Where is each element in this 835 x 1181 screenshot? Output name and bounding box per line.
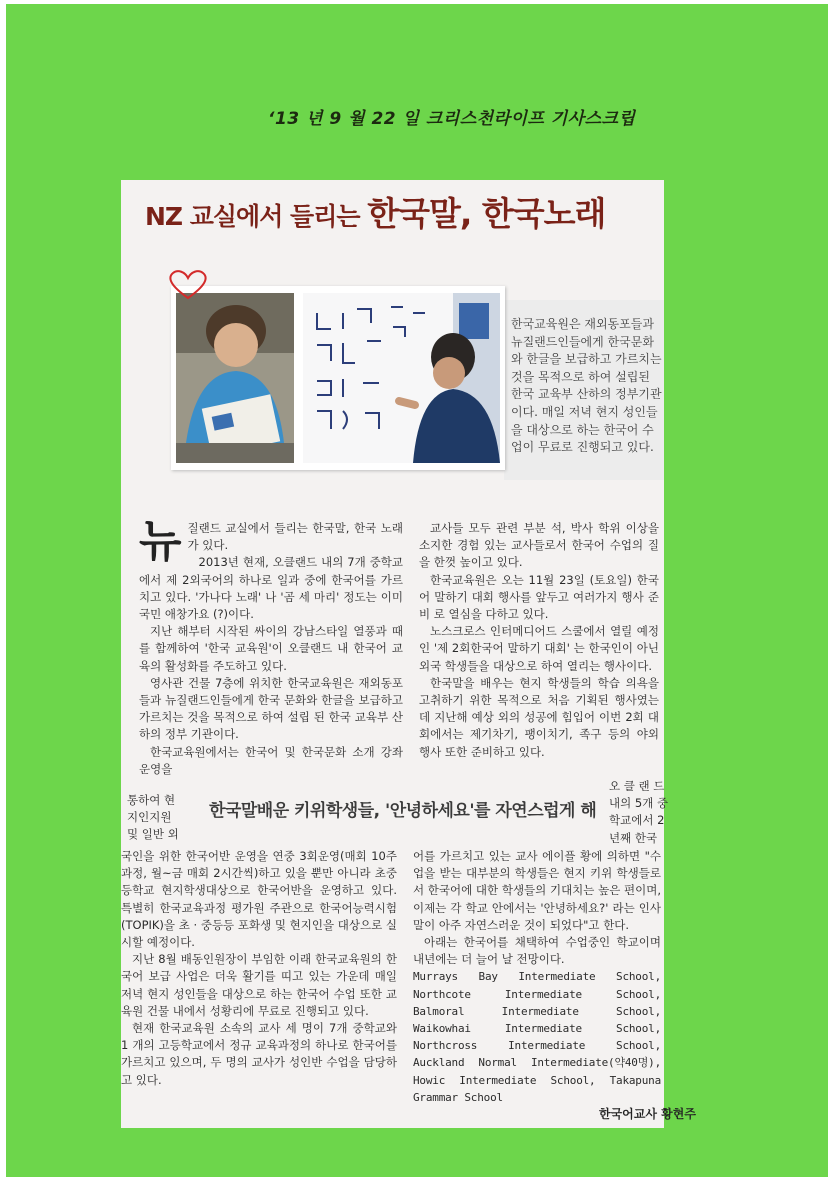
paragraph: 국인을 위한 한국어반 운영을 연중 3회운영(매회 10주과정, 월~금 매회 2시간씩)하고 있을 뿐만 아니라 초중등학교 현지학생대상으로 한국어반을 운영하고 있다. 특별히 한국교육과정 평가원 주관으로 한국어능력시험(TOPIK)을 초 · 중등등 포화생 및 현지인을 대상으로 실시할 예정이다. (121, 849, 397, 950)
right-column-lower (413, 848, 661, 1106)
wrap-line: 지인지원 (127, 810, 172, 825)
page-header: ‘13 년 9 월 22 일 크리스천라이프 기사스크립 (268, 109, 636, 129)
paragraph: 한국말을 배우는 현지 학생들의 학습 의욕을 고취하기 위한 목적으로 처음 기획된 행사였는데 지난해 예상 외의 성공에 힘입어 이번 2회 대회에서는 제기차기, 팽이치기, 족구 등의 야외 행사 또한 준비하고 있다. (419, 675, 659, 759)
article-title-big: 한국말, 한국노래 (367, 194, 606, 233)
article-byline: 한국어교사 황현주 (599, 1107, 696, 1121)
wrap-line: 학교에서 2 (609, 813, 665, 828)
paragraph: 노스크로스 인터메디어드 스쿨에서 열릴 예정인 '제 2회한국어 말하기 대회' 는 한국인이 아닌 외국 학생들을 대상으로 하여 열리는 행사이다. (419, 624, 659, 673)
paragraph: 지난 해부터 시작된 싸이의 강남스타일 열풍과 때를 함께하여 '한국 교육원'이 오클랜드 내 한국어 교육의 활성화를 주도하고 있다. (139, 624, 403, 673)
photo-student-reading (176, 293, 294, 463)
paragraph: 한국교육원에서는 한국어 및 한국문화 소개 강좌 운영을 (139, 744, 403, 776)
left-column-lower (121, 848, 397, 1089)
paragraph: 어를 가르치고 있는 교사 에이플 황에 의하면 "수업을 받는 대부분의 학생들은 현지 키위 학생들로서 한국어에 대한 학생들의 기대치는 높은 편이며, 이제는 각 학교 안에서는 '안녕하세요?' 라는 인사말이 아주 자연스러운 것이 되었다"고 한다. (413, 849, 661, 932)
photo-caption: 한국교육원은 재외동포들과 뉴질랜드인들에게 한국문화와 한글을 보급하고 가르치는 것을 목적으로 하여 설립된 한국 교육부 산하의 정부기관이다. 매일 저녁 현지 성인들을 대상으로 하는 한국어 수업이 무료로 진행되고 있다. (511, 317, 662, 455)
wrap-line: 오 클 랜 드 (609, 779, 665, 793)
right-column (419, 520, 659, 761)
wrap-line: 년째 한국 (609, 830, 658, 845)
right-wrap-column (609, 778, 669, 847)
article-subheading: 한국말배운 키위학생들, '안녕하세요'를 자연스럽게 해 (209, 801, 597, 821)
intro-paragraph: 뉴질랜드 교실에서 들리는 한국말, 한국 노래가 있다. (139, 516, 403, 567)
wrap-line: 통하여 현 (127, 793, 176, 807)
newspaper-clipping (121, 180, 696, 1128)
paragraph: 2013년 현재, 오클랜드 내의 7개 중학교에서 제 2외국어의 하나로 일과 중에 한국어를 가르치고 있다. '가나다 노래' 나 '곰 세 마리' 정도는 이미 국민 애창가요 (?)이다. (139, 555, 403, 622)
dropcap: 뉴 (139, 516, 182, 567)
paragraph: 영사관 건물 7층에 위치한 한국교육원은 재외동포들과 뉴질랜드인들에게 한국 문화와 한글을 보급하고 가르치는 것을 목적으로 하여 설립 된 한국 교육부 산하의 정부 기관이다. (139, 675, 403, 742)
article-title (145, 188, 655, 235)
left-wrap-column (127, 792, 203, 844)
paragraph: 교사들 모두 관련 부분 석, 박사 학위 이상을 소지한 경험 있는 교사들로서 한국어 수업의 질을 한껏 높이고 있다. (419, 521, 659, 570)
wrap-line: 및 일반 외 (127, 827, 179, 842)
paragraph: 현재 한국교육원 소속의 교사 세 명이 7개 중학교와 1 개의 고등학교에서 정규 교육과정의 하나로 한국어를 가르치고 있으며, 두 명의 교사가 성인반 수업을 담당하고 있다. (121, 1021, 397, 1087)
paragraph: 지난 8월 배동인원장이 부임한 이래 한국교육원의 한국어 보급 사업은 더욱 활기를 띠고 있는 가운데 매일 저녁 현지 성인들을 대상으로 하는 한국어 수업 또한 교육원 건물 내에서 성황리에 무료로 진행되고 있다. (121, 952, 397, 1018)
wrap-line: 내의 5개 중 (609, 796, 669, 811)
article-title-small: NZ 교실에서 들리는 (145, 202, 368, 231)
paragraph: 아래는 한국어를 채택하여 수업중인 학교이며 내년에는 더 늘어 날 전망이다. (413, 935, 661, 967)
school-list: Murrays Bay Intermediate School, Northcote Intermediate School, Balmoral Intermediate School, Waikowhai Intermediate School, Northcross Intermediate School, Auckland Normal Intermediate(약40명), Howic Intermediate School, Takapuna Grammar School (413, 970, 661, 1104)
paragraph: 한국교육원은 오는 11월 23일 (토요일) 한국어 말하기 대회 행사를 앞두고 여러가지 행사 준비 로 열심을 다하고 있다. (419, 572, 659, 622)
paperclip-heart-icon (165, 268, 211, 306)
photo-student-whiteboard (303, 293, 500, 463)
left-column (139, 516, 403, 778)
